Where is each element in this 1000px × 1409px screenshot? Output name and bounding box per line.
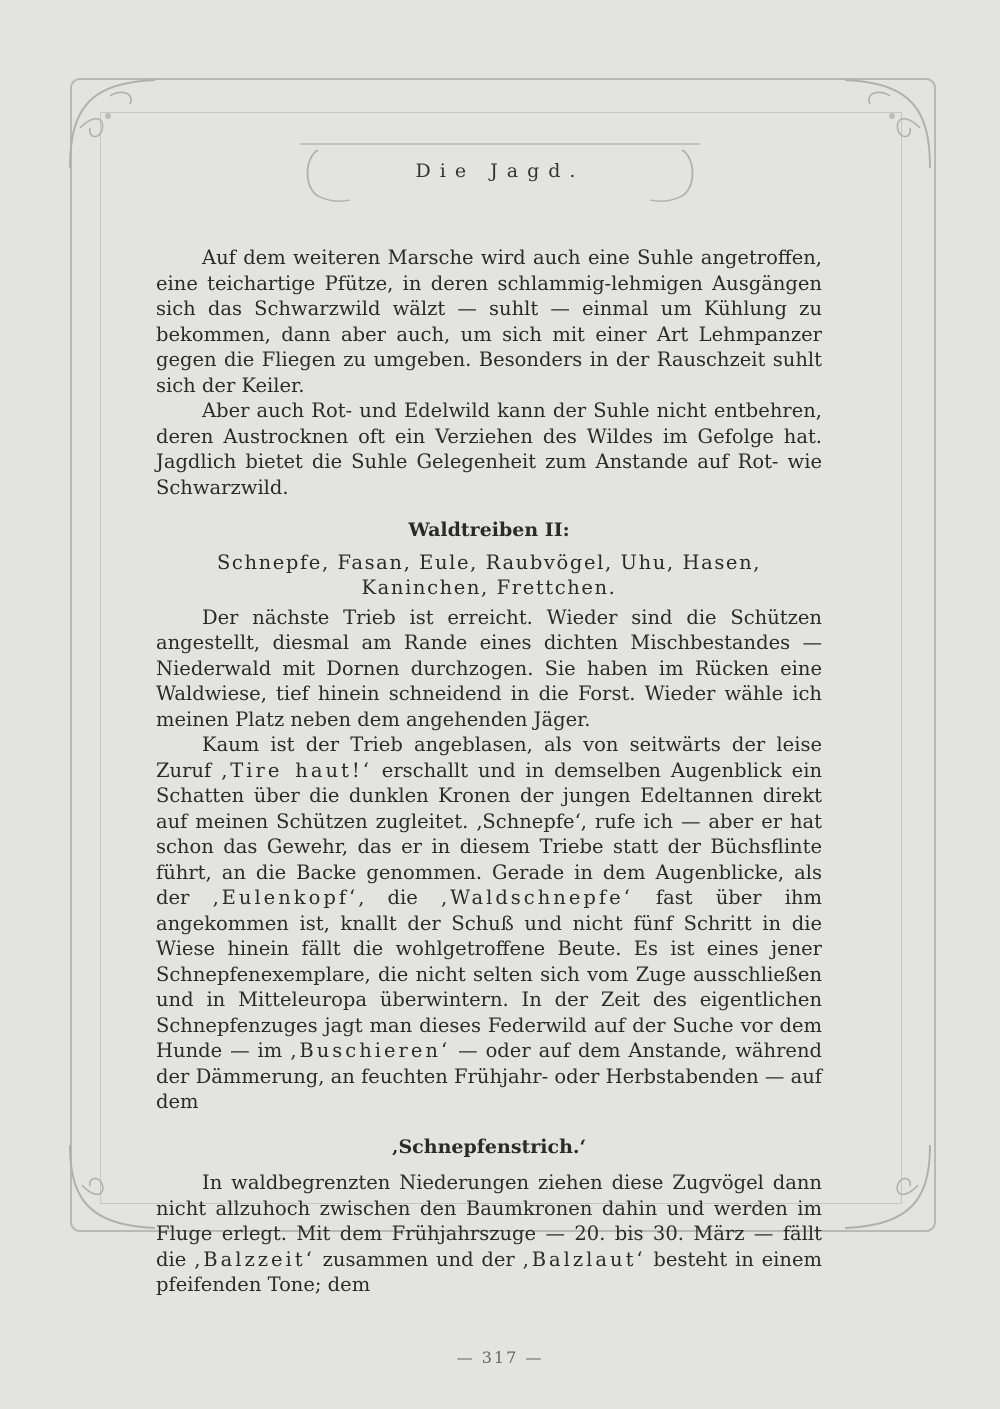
emphasis-balzlaut: ‚Balzlaut‘ <box>522 1247 646 1271</box>
paragraph-kaum <box>156 732 822 1115</box>
emphasis-buschieren: ‚Buschieren‘ <box>290 1039 451 1062</box>
page-number: — 317 — <box>456 1348 544 1367</box>
top-right-ornament-icon <box>830 68 940 178</box>
text-run: besteht in einem pfeifenden Tone; dem <box>156 1247 822 1296</box>
paragraph-trieb: Der nächste Trieb ist erreicht. Wieder sind die Schützen angestellt, diesmal am Rande eines dichten Mischbestandes — Niederwald mit Dornen durchzogen. Sie haben im Rücken eine Waldwiese, tief hinein schneidend in die Forst. Wieder wähle ich meinen Platz neben dem angehenden Jäger. <box>156 605 822 731</box>
bottom-right-ornament-icon <box>830 1140 940 1240</box>
emphasis-balzzeit: ‚Balzzeit‘ <box>194 1247 315 1271</box>
paragraph-rotwild: Aber auch Rot- und Edelwild kann der Suhle nicht entbehren, deren Austrocknen oft ein Verziehen des Wildes im Gefolge hat. Jagdlich bietet die Suhle Gelegenheit zum Anstande auf Rot- wie Schwarzwild. <box>156 399 822 499</box>
emphasis-waldschnepfe: ‚Waldschnepfe‘ <box>440 886 633 909</box>
paragraph-niederungen <box>156 1170 822 1298</box>
section-heading-schnepfenstrich: ‚Schnepfenstrich.‘ <box>391 1135 587 1158</box>
text-run: fast über ihm angekommen ist, knallt der Schuß und nicht fünf Schritt in die Wiese hinein fällt die wohlgetroffene Beute. Es ist eines jener Schnepfenexemplare, die nicht selten sich vom Zuge ausschließen und in Mitteleuropa überwintern. In der Zeit des eigentlichen Schnepfenzuges jagt man dieses Federwild auf der Suche vor dem Hunde — im <box>156 886 822 1062</box>
title-cartouche <box>300 140 700 206</box>
running-title: Die Jagd. <box>415 160 585 182</box>
text-run: — oder auf dem Anstande, während der Dämmerung, an feuchten Frühjahr- oder Herbstabenden — auf dem <box>156 1039 823 1113</box>
text-run: , die <box>358 886 441 909</box>
paragraph-suhle: Auf dem weiteren Marsche wird auch eine Suhle angetroffen, eine teichartige Pfütze, in deren schlammig-lehmigen Ausgängen sich das Schwarzwild wälzt — suhlt — einmal um Kühlung zu bekommen, dann aber auch, um sich mit einer Art Lehmpanzer gegen die Fliegen zu umgeben. Besonders in der Rauschzeit suhlt sich der Keiler. <box>156 246 822 397</box>
text-run: zusammen und der <box>314 1247 523 1271</box>
top-left-ornament-icon <box>60 68 170 178</box>
text-run: erschallt und in demselben Augenblick ein Schatten über die dunklen Kronen der jungen Edeltannen direkt auf meinen Schützen zugleitet. ‚Schnepfe‘, rufe ich — aber er hat schon das Gewehr, das er in diesem Triebe statt der Büchsflinte führt, an die Backe genommen. Gerade in dem Augenblicke, als der <box>156 758 822 909</box>
emphasis-eulenkopf: ‚Eulenkopf‘ <box>212 886 359 909</box>
text-run: In waldbegrenzten Niederungen ziehen diese Zugvögel dann nicht allzuhoch zwischen den Baumkronen dahin und werden im Fluge erlegt. Mit dem Frühjahrszuge — 20. bis 30. März — fällt die <box>156 1171 822 1271</box>
text-run: Kaum ist der Trieb angeblasen, als von seitwärts der leise Zuruf <box>156 733 822 782</box>
bottom-left-ornament-icon <box>60 1140 170 1240</box>
emphasis-tire-haut: ‚Tire haut!‘ <box>221 758 372 782</box>
animals-list: Schnepfe, Fasan, Eule, Raubvögel, Uhu, Hasen, Kaninchen, Frettchen. <box>216 550 762 599</box>
section-heading-waldtreiben: Waldtreiben II: <box>408 519 570 541</box>
text-body <box>156 245 822 1298</box>
